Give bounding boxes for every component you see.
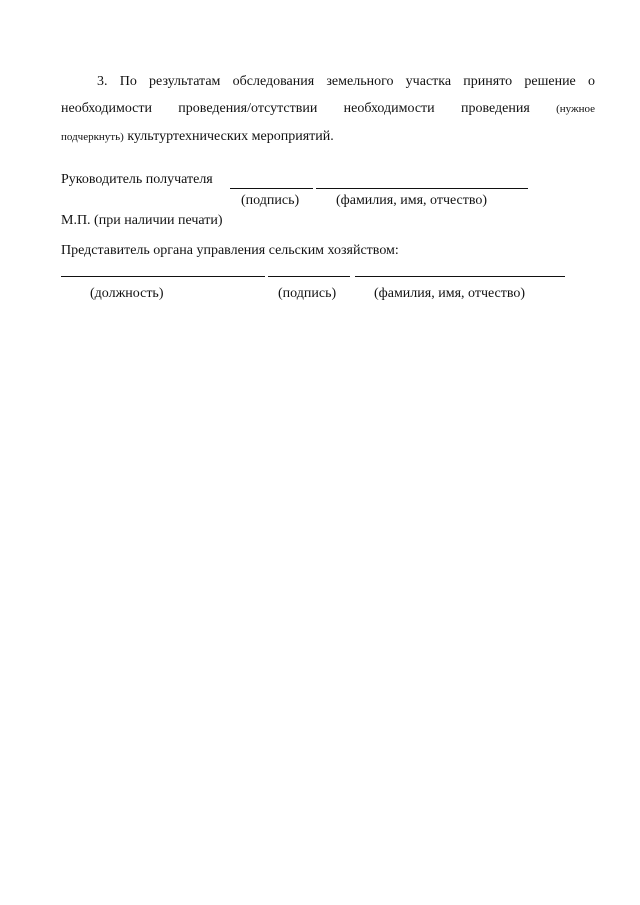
paragraph-note-part1: (нужное <box>556 103 596 115</box>
paragraph-line-2-text: необходимости проведения/отсутствии необходимости проведения <box>61 101 530 116</box>
agency-rep-position-line <box>61 276 265 277</box>
agency-rep-signature-caption: (подпись) <box>278 286 337 301</box>
recipient-head-signature-caption: (подпись) <box>241 193 300 208</box>
recipient-head-signature-line <box>230 188 313 189</box>
recipient-head-name-line <box>316 188 528 189</box>
paragraph-line-1-text: 3. По результатам обследования земельного участка принято решение о <box>97 74 595 89</box>
recipient-head-label: Руководитель получателя <box>61 172 213 187</box>
recipient-head-name-caption: (фамилия, имя, отчество) <box>336 193 488 208</box>
agency-rep-signature-line <box>268 276 350 277</box>
agency-rep-name-caption: (фамилия, имя, отчество) <box>374 286 526 301</box>
agency-rep-position-caption: (должность) <box>90 286 164 301</box>
paragraph-line-1 <box>61 68 595 95</box>
paragraph-note-part2: подчеркнуть) <box>61 131 124 143</box>
paragraph-line-3-text: культуртехнических мероприятий. <box>127 129 334 144</box>
decision-paragraph <box>61 68 595 151</box>
agency-rep-name-line <box>355 276 565 277</box>
paragraph-line-3 <box>61 123 595 151</box>
agency-rep-label: Представитель органа управления сельским хозяйством: <box>61 243 399 258</box>
stamp-note: М.П. (при наличии печати) <box>61 213 223 228</box>
paragraph-line-2 <box>61 95 595 123</box>
